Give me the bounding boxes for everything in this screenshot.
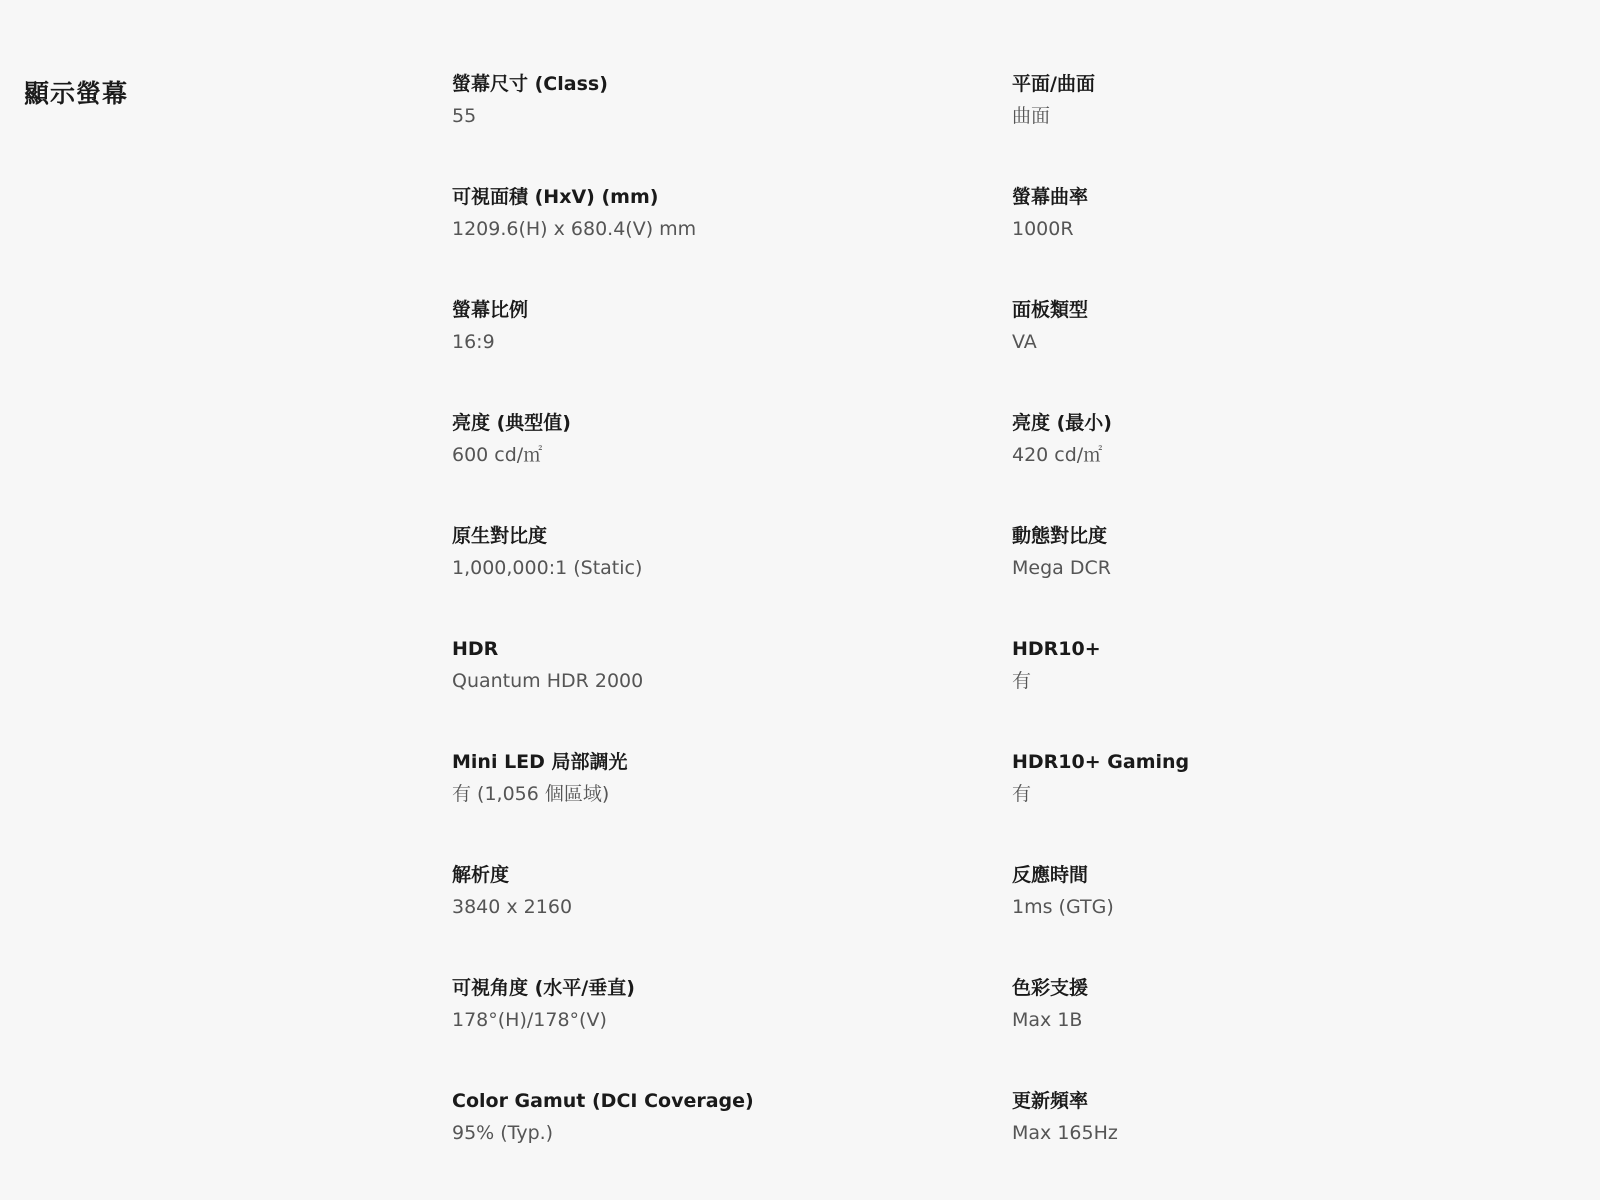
spec-label: 原生對比度 (452, 525, 548, 547)
spec-value: 1209.6(H) x 680.4(V) mm (452, 218, 697, 240)
spec-local-dimming (452, 748, 1012, 861)
spec-hdr10-plus-gaming (1012, 748, 1212, 861)
spec-value: 16:9 (452, 331, 495, 353)
spec-brightness-min (1012, 409, 1212, 522)
section-title: 顯示螢幕 (24, 79, 129, 108)
spec-value: Max 1B (1012, 1009, 1083, 1031)
spec-active-area (452, 183, 1012, 296)
spec-dynamic-contrast (1012, 522, 1212, 635)
spec-value: Max 165Hz (1012, 1122, 1118, 1144)
spec-hdr (452, 635, 1012, 748)
spec-label: 反應時間 (1012, 864, 1089, 886)
spec-value: Mega DCR (1012, 557, 1111, 579)
spec-color-gamut (452, 1087, 1012, 1200)
spec-curvature (1012, 183, 1212, 296)
spec-viewing-angle (452, 974, 1012, 1087)
spec-label: 螢幕尺寸 (Class) (452, 73, 608, 95)
spec-label: 動態對比度 (1012, 525, 1108, 547)
spec-label: 平面/曲面 (1012, 73, 1095, 95)
spec-resolution (452, 861, 1012, 974)
spec-value: 178°(H)/178°(V) (452, 1009, 607, 1031)
spec-label: Color Gamut (DCI Coverage) (452, 1090, 754, 1112)
spec-refresh-rate (1012, 1087, 1212, 1200)
spec-label: HDR10+ Gaming (1012, 751, 1190, 773)
spec-label: 可視角度 (水平/垂直) (452, 977, 635, 999)
spec-label: 可視面積 (HxV) (mm) (452, 186, 659, 208)
spec-value: Quantum HDR 2000 (452, 670, 644, 692)
spec-aspect-ratio (452, 296, 1012, 409)
spec-value: 1,000,000:1 (Static) (452, 557, 643, 579)
spec-label: 亮度 (最小) (1012, 412, 1112, 434)
spec-response-time (1012, 861, 1212, 974)
spec-label: Mini LED 局部調光 (452, 751, 628, 773)
spec-value: 有 (1,056 個區域) (452, 783, 610, 805)
spec-label: 色彩支援 (1012, 977, 1089, 999)
spec-panel-type (1012, 296, 1212, 409)
spec-label: 解析度 (452, 864, 510, 886)
spec-value: 有 (1012, 670, 1032, 692)
spec-screen-size (452, 70, 1012, 183)
spec-value: 95% (Typ.) (452, 1122, 554, 1144)
spec-label: HDR10+ (1012, 638, 1101, 660)
spec-value: 1ms (GTG) (1012, 896, 1114, 918)
spec-label: 螢幕曲率 (1012, 186, 1089, 208)
spec-value: 55 (452, 105, 477, 127)
spec-flat-curved (1012, 70, 1212, 183)
spec-brightness-typical (452, 409, 1012, 522)
spec-hdr10-plus (1012, 635, 1212, 748)
spec-value: 有 (1012, 783, 1032, 805)
spec-value: 3840 x 2160 (452, 896, 573, 918)
spec-value: 曲面 (1012, 105, 1051, 127)
spec-label: HDR (452, 638, 499, 660)
spec-value: 1000R (1012, 218, 1074, 240)
spec-label: 螢幕比例 (452, 299, 529, 321)
spec-value: 420 cd/㎡ (1012, 444, 1103, 466)
spec-value: 600 cd/㎡ (452, 444, 543, 466)
spec-label: 亮度 (典型值) (452, 412, 571, 434)
spec-value: VA (1012, 331, 1037, 353)
spec-color-support (1012, 974, 1212, 1087)
spec-static-contrast (452, 522, 1012, 635)
specs-grid (452, 70, 1190, 1200)
spec-label: 更新頻率 (1012, 1090, 1089, 1112)
spec-label: 面板類型 (1012, 299, 1089, 321)
